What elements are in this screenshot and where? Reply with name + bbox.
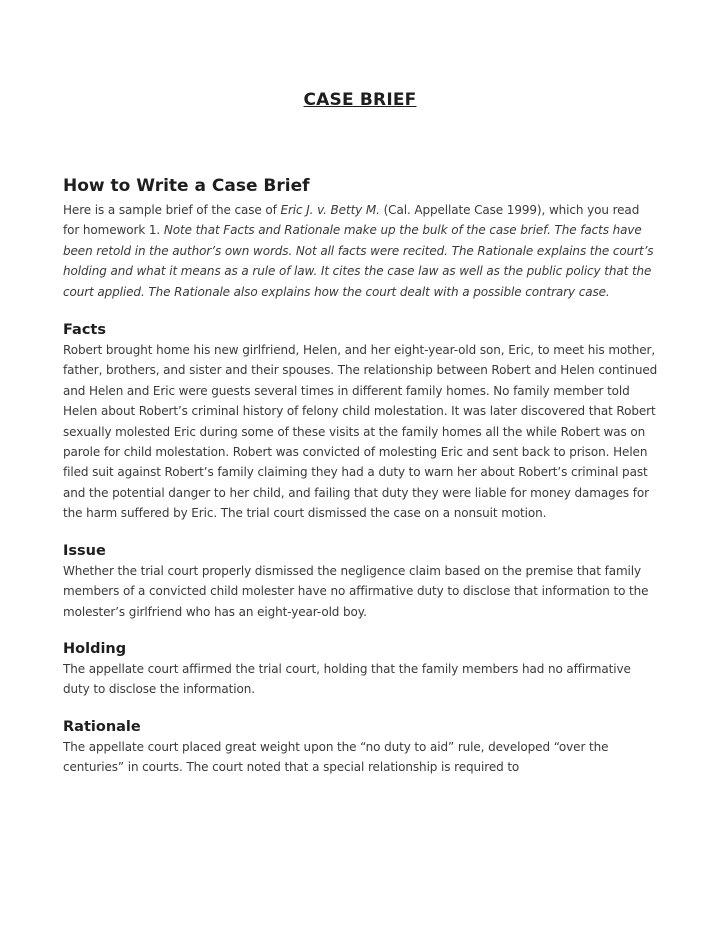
holding-section: [63, 641, 659, 700]
facts-heading: Facts: [63, 322, 106, 339]
intro-section: [63, 176, 659, 302]
document-body: [63, 176, 659, 797]
holding-heading: Holding: [63, 640, 127, 657]
main-heading: How to Write a Case Brief: [63, 176, 310, 196]
intro-text-citation: (Cal. Appellate Case 1999), which you read for homework 1.: [63, 203, 640, 238]
rationale-heading: Rationale: [63, 718, 141, 735]
facts-text: Robert brought home his new girlfriend, Helen, and her eight-year-old son, Eric, to meet his mother, father, brothers, and sister and their spouses. The relationship between Robert and Helen continued and Helen and Eric were guests several times in different family homes. No family member told Helen about Robert’s criminal history of felony child molestation. It was later discovered that Robert sexually molested Eric during some of these visits at the family homes all the while Robert was on parole for child molestation. Robert was convicted of molesting Eric and sent back to prison. Helen filed suit against Robert’s family claiming they had a duty to warn her about Robert’s criminal past and the potential danger to her child, and failing that duty they were liable for money damages for the harm suffered by Eric. The trial court dismissed the case on a nonsuit motion.: [63, 343, 658, 521]
issue-section: [63, 543, 659, 622]
facts-section: [63, 322, 659, 524]
issue-heading: Issue: [63, 542, 106, 559]
case-name: Eric J. v. Betty M.: [280, 203, 380, 217]
intro-text-start: Here is a sample brief of the case of: [63, 203, 281, 217]
rationale-text: The appellate court placed great weight upon the “no duty to aid” rule, developed “over the centuries” in courts. The court noted that a special relationship is required to: [63, 739, 609, 775]
issue-text: Whether the trial court properly dismissed the negligence claim based on the premise that family members of a convicted child molester have no affirmative duty to disclose that information to the molester’s girlfriend who has an eight-year-old boy.: [63, 563, 649, 619]
document-title: CASE BRIEF: [303, 90, 417, 110]
holding-text: The appellate court affirmed the trial court, holding that the family members had no affirmative duty to disclose the information.: [63, 661, 631, 697]
rationale-section: [63, 719, 659, 778]
intro-italic-note: Note that Facts and Rationale make up the bulk of the case brief. The facts have been retold in the author’s own words. Not all facts were recited. The Rationale explains the court’s holding and what it means as a rule of law. It cites the case law as well as the public policy that the court applied. The Rationale also explains how the court dealt with a possible contrary case.: [63, 223, 654, 299]
intro-paragraph: [63, 200, 659, 302]
